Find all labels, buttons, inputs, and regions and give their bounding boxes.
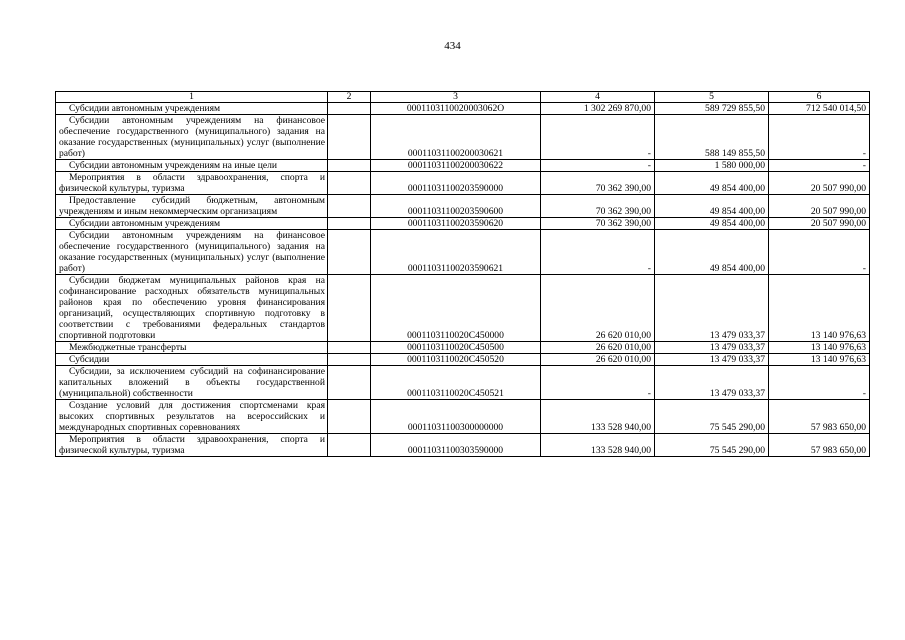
table-row <box>56 434 870 457</box>
row-name <box>56 218 328 230</box>
row-value-5: 49 854 400,00 <box>655 218 769 230</box>
row-name <box>56 342 328 354</box>
row-value-5: 13 479 033,37 <box>655 366 769 400</box>
row-value-6: 20 507 990,00 <box>769 195 870 218</box>
row-value-4: 70 362 390,00 <box>541 195 655 218</box>
row-col-2 <box>328 172 371 195</box>
row-name <box>56 230 328 275</box>
row-value-5: 1 580 000,00 <box>655 160 769 172</box>
header-col-1: 1 <box>56 92 328 103</box>
row-col-2 <box>328 195 371 218</box>
row-col-2 <box>328 342 371 354</box>
row-value-4: - <box>541 160 655 172</box>
row-name-text: Субсидии <box>69 354 110 365</box>
row-code: 00011031100203590000 <box>371 172 541 195</box>
table-row <box>56 366 870 400</box>
row-col-2 <box>328 434 371 457</box>
table-row <box>56 400 870 434</box>
table-row <box>56 115 870 160</box>
row-name-text: Субсидии бюджетам муниципальных районов края на софинансирование расходных обязательств муниципальных районов края по обеспечению уровня финансирования организаций, осуществляющих спортивную подготовку в соответствии с требованиями федеральных стандартов спортивной подготовки <box>59 275 325 341</box>
row-name <box>56 400 328 434</box>
row-code: 00011031100200030621 <box>371 115 541 160</box>
table-row <box>56 342 870 354</box>
row-value-6: - <box>769 160 870 172</box>
row-name <box>56 434 328 457</box>
row-value-4: 70 362 390,00 <box>541 218 655 230</box>
header-col-3: 3 <box>371 92 541 103</box>
row-code: 0001103110020C450000 <box>371 275 541 342</box>
row-name-text: Субсидии, за исключением субсидий на софинансирование капитальных вложений в объекты государственной (муниципальной) собственности <box>59 366 325 399</box>
row-code: 0001103110020C450521 <box>371 366 541 400</box>
row-value-4: - <box>541 230 655 275</box>
table-row <box>56 275 870 342</box>
row-name <box>56 115 328 160</box>
row-value-5: 13 479 033,37 <box>655 354 769 366</box>
header-col-2: 2 <box>328 92 371 103</box>
row-value-4: 133 528 940,00 <box>541 400 655 434</box>
row-value-6: - <box>769 115 870 160</box>
row-value-5: 49 854 400,00 <box>655 195 769 218</box>
row-code: 0001103110020C450520 <box>371 354 541 366</box>
row-name <box>56 172 328 195</box>
row-col-2 <box>328 115 371 160</box>
row-value-6: - <box>769 366 870 400</box>
table-row <box>56 172 870 195</box>
row-name-text: Субсидии автономным учреждениям <box>69 103 221 114</box>
row-name-text: Субсидии автономным учреждениям на иные цели <box>69 160 278 171</box>
row-value-4: 26 620 010,00 <box>541 354 655 366</box>
row-value-6: 57 983 650,00 <box>769 434 870 457</box>
table-row <box>56 230 870 275</box>
row-value-6: - <box>769 230 870 275</box>
row-name <box>56 275 328 342</box>
row-name <box>56 366 328 400</box>
row-value-4: 133 528 940,00 <box>541 434 655 457</box>
row-code: 00011031100300000000 <box>371 400 541 434</box>
row-value-5: 75 545 290,00 <box>655 400 769 434</box>
row-value-6: 20 507 990,00 <box>769 218 870 230</box>
header-col-5: 5 <box>655 92 769 103</box>
budget-table <box>55 91 870 457</box>
row-value-5: 75 545 290,00 <box>655 434 769 457</box>
row-value-6: 13 140 976,63 <box>769 275 870 342</box>
row-code: 00011031100303590000 <box>371 434 541 457</box>
row-col-2 <box>328 103 371 115</box>
row-col-2 <box>328 354 371 366</box>
row-value-6: 20 507 990,00 <box>769 172 870 195</box>
row-col-2 <box>328 366 371 400</box>
row-value-6: 57 983 650,00 <box>769 400 870 434</box>
row-name-text: Межбюджетные трансферты <box>69 342 187 353</box>
table-row <box>56 354 870 366</box>
row-col-2 <box>328 160 371 172</box>
row-name-text: Субсидии автономным учреждениям на финансовое обеспечение государственного (муниципального) задания на оказание государственных (муниципальных) услуг (выполнение работ) <box>59 230 325 274</box>
row-value-5: 13 479 033,37 <box>655 342 769 354</box>
row-value-5: 13 479 033,37 <box>655 275 769 342</box>
row-value-4: 26 620 010,00 <box>541 275 655 342</box>
row-name-text: Субсидии автономным учреждениям на финансовое обеспечение государственного (муниципального) задания на оказание государственных (муниципальных) услуг (выполнение работ) <box>59 115 325 159</box>
row-code: 00011031100203590621 <box>371 230 541 275</box>
row-value-4: 70 362 390,00 <box>541 172 655 195</box>
row-value-4: - <box>541 366 655 400</box>
row-code: 00011031100200030622 <box>371 160 541 172</box>
table-row <box>56 195 870 218</box>
header-col-4: 4 <box>541 92 655 103</box>
row-code: 0001103110020003062О <box>371 103 541 115</box>
row-value-5: 49 854 400,00 <box>655 230 769 275</box>
row-name <box>56 103 328 115</box>
row-code: 00011031100203590600 <box>371 195 541 218</box>
row-name-text: Мероприятия в области здравоохранения, спорта и физической культуры, туризма <box>59 172 325 194</box>
row-col-2 <box>328 230 371 275</box>
row-value-6: 13 140 976,63 <box>769 342 870 354</box>
row-col-2 <box>328 218 371 230</box>
table-row <box>56 103 870 115</box>
row-value-6: 13 140 976,63 <box>769 354 870 366</box>
row-code: 00011031100203590620 <box>371 218 541 230</box>
row-name-text: Мероприятия в области здравоохранения, спорта и физической культуры, туризма <box>59 434 325 456</box>
row-value-5: 49 854 400,00 <box>655 172 769 195</box>
row-name <box>56 354 328 366</box>
row-code: 0001103110020C450500 <box>371 342 541 354</box>
row-value-5: 589 729 855,50 <box>655 103 769 115</box>
header-col-6: 6 <box>769 92 870 103</box>
row-name <box>56 195 328 218</box>
row-value-5: 588 149 855,50 <box>655 115 769 160</box>
row-name <box>56 160 328 172</box>
row-value-4: - <box>541 115 655 160</box>
row-name-text: Создание условий для достижения спортсменами края высоких спортивных результатов на всероссийских и международных спортивных соревнованиях <box>59 400 325 433</box>
table-row <box>56 160 870 172</box>
page-number: 434 <box>444 40 461 52</box>
row-name-text: Предоставление субсидий бюджетным, автономным учреждениям и иным некоммерческим организациям <box>59 195 325 217</box>
row-value-4: 26 620 010,00 <box>541 342 655 354</box>
row-col-2 <box>328 275 371 342</box>
row-name-text: Субсидии автономным учреждениям <box>69 218 221 229</box>
row-value-6: 712 540 014,50 <box>769 103 870 115</box>
header-row <box>56 92 870 103</box>
row-value-4: 1 302 269 870,00 <box>541 103 655 115</box>
table-row <box>56 218 870 230</box>
row-col-2 <box>328 400 371 434</box>
